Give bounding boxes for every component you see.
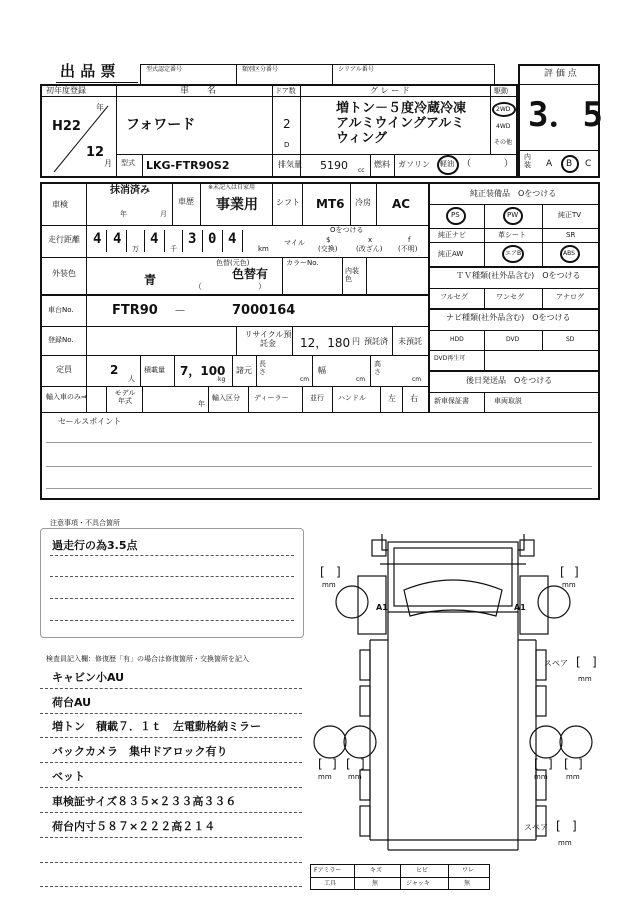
note-line-3: 増トン 積載７．１ｔ 左電動格納ミラー: [52, 720, 261, 733]
load-label: 積載量: [144, 366, 165, 374]
shift-value: MT6: [316, 197, 345, 211]
caution-text: 過走行の為3.5点: [52, 539, 138, 552]
title-underline: [56, 82, 138, 83]
navi-type-title: ナビ種類(社外品含む) Oをつける: [446, 313, 571, 322]
drive-label: 駆動: [494, 87, 508, 95]
mileage-opt3: (不明): [398, 245, 418, 253]
mm-bracket-rr2: [: [564, 757, 569, 771]
mileage-digit-6: 4: [228, 231, 237, 247]
first-registration-label: 初年度登録: [46, 86, 86, 95]
handle-label: ハンドル: [338, 394, 366, 402]
tv-oneseg: ワンセグ: [496, 293, 524, 301]
grade-line-1: 増トン－５度冷蔵冷凍: [336, 101, 467, 116]
chassis-prefix: FTR90: [112, 303, 158, 318]
mm-spare-top: mm: [578, 675, 592, 683]
width-unit: cm: [356, 376, 366, 383]
inspector-label: 検査員記入欄：修復歴「有」の場合は修復箇所・交換箇所を記入: [46, 655, 249, 663]
navi-hdd: HDD: [450, 336, 464, 343]
navi-sd: SD: [566, 336, 575, 343]
width-label: 幅: [318, 366, 326, 375]
form-title: 出 品 票: [60, 62, 116, 80]
inspection-year-unit: 年: [120, 210, 127, 218]
cab-outline: [388, 542, 518, 612]
inspection-note: ※未記入は自家用: [208, 184, 256, 191]
model-cert-label: 型式認定番号: [146, 66, 183, 73]
repaint-paren: （ ）: [194, 282, 266, 291]
registration-month: 12: [86, 145, 105, 160]
footer-h4: ワレ: [462, 867, 475, 874]
spare-top-bracket-open: [: [576, 655, 581, 669]
genuine-equipment-title: 純正装備品 Oをつける: [470, 189, 557, 198]
drive-2wd: 2WD: [496, 106, 511, 113]
mileage-sen-unit: 千: [170, 245, 177, 253]
footer-v2: 無: [372, 880, 379, 887]
wheel-front-right: [538, 586, 570, 618]
recycle-paid: 預託済: [364, 337, 388, 346]
color-label: 外装色: [52, 269, 76, 278]
caution-label: 注意事項・不具合箇所: [50, 519, 120, 527]
mm-rr1: mm: [534, 773, 548, 781]
mileage-digit-4: 3: [188, 231, 197, 247]
vehicle-name-label: 車 名: [180, 86, 217, 96]
inspection-value: 抹消済み: [110, 185, 150, 196]
aftermarket-title: 後日発送品 Oをつける: [466, 376, 553, 385]
displacement-label: 排気量: [278, 160, 302, 169]
year-slash: [50, 104, 110, 174]
mm-bracket-rr1-close: ]: [548, 757, 553, 771]
seats-label: 定員: [56, 365, 72, 374]
tv-fullseg: フルセグ: [440, 293, 468, 301]
import-parallel: 並行: [310, 394, 324, 402]
note-line-2: 荷台AU: [52, 696, 92, 709]
grade-line-3: ウィング: [336, 131, 387, 146]
ac-value: AC: [392, 197, 411, 211]
navi-dvd: DVD: [506, 336, 520, 343]
mm-bracket-rl2-close: ]: [360, 757, 365, 771]
footer-v3: ジャッキ: [406, 880, 430, 887]
load-value: 7，100: [180, 364, 226, 378]
mileage-label: 走行距離: [48, 235, 80, 244]
footer-h2: キズ: [370, 867, 382, 874]
history-label: 車歴: [178, 197, 194, 206]
inspection-month-unit: 月: [160, 210, 167, 218]
handle-right: 右: [410, 394, 418, 403]
mileage-digit-5: 0: [208, 231, 217, 247]
equip-pw: PW: [507, 211, 519, 219]
length-unit: cm: [300, 376, 310, 383]
interior-b: B: [566, 159, 573, 169]
rating-label: 評 価 点: [544, 69, 577, 79]
category-label: 類別区分番号: [242, 66, 279, 73]
model-label: 型式: [121, 159, 135, 167]
displacement-value: 5190: [320, 159, 348, 172]
model-year-label: モデル年式: [114, 389, 136, 405]
damage-a1-left: A1: [376, 603, 388, 612]
tv-type-title: ＴＶ種類(社外品含む) Oをつける: [456, 271, 581, 280]
mileage-km-unit: km: [258, 245, 269, 253]
spare-bottom-bracket-open: [: [556, 819, 561, 833]
height-label: 高さ: [374, 360, 381, 376]
grade-label: グ レ ー ド: [370, 86, 410, 95]
mileage-digit-2: 4: [113, 231, 122, 247]
repaint-value: 色替有: [232, 267, 269, 281]
seats-unit: 人: [128, 375, 135, 383]
mm-spare-bottom: mm: [558, 839, 572, 847]
equip-tv: 純正TV: [558, 211, 582, 219]
recycle-unit: 円: [352, 337, 360, 346]
equip-navi: 純正ナビ: [438, 231, 466, 239]
warranty-book: 新車保証書: [434, 397, 469, 405]
mm-rl2: mm: [348, 773, 362, 781]
spare-top-bracket-close: ]: [592, 655, 597, 669]
vehicle-name: フォワード: [126, 117, 196, 133]
shift-label: シフト: [276, 198, 300, 207]
registration-era-year: H22: [52, 119, 81, 134]
equip-leather: 革シート: [498, 231, 526, 239]
recycle-label: リサイクル預託金: [244, 330, 292, 348]
ac-label: 冷房: [355, 198, 371, 207]
mm-bracket-rl1: [: [318, 757, 323, 771]
month-unit: 月: [104, 159, 112, 168]
mileage-opt3-symbol: f: [408, 236, 411, 244]
mm-rr2: mm: [566, 773, 580, 781]
wheel-rear-left-outer: [314, 726, 346, 758]
fuel-paren-open: （: [462, 159, 472, 169]
note-line-4: バックカメラ 集中ドアロック有り: [52, 745, 228, 758]
mileage-man-unit: 万: [132, 245, 139, 253]
equip-airbag: エアB: [505, 250, 522, 257]
navi-dvd-play: DVD再生可: [434, 355, 466, 362]
mm-fl: mm: [322, 581, 336, 589]
spare-label-top: スペア: [544, 659, 568, 668]
inspection-label: 車検: [52, 200, 68, 209]
spare-label-bottom: スペア: [524, 823, 548, 832]
fuel-label: 燃料: [374, 160, 390, 169]
year-unit: 年: [96, 103, 104, 112]
mm-bracket-fl-close: ]: [336, 565, 341, 579]
footer-h3: ヒビ: [416, 867, 429, 874]
height-unit: cm: [412, 376, 422, 383]
repaint-label: 色替(元色): [216, 259, 250, 267]
color-value: 青: [144, 273, 157, 287]
note-line-6: 車検証サイズ８３５×２３３高３３６: [52, 795, 237, 808]
wheel-rear-right-outer: [560, 726, 592, 758]
chassis-number: 7000164: [232, 303, 296, 318]
drive-4wd: 4WD: [496, 123, 511, 130]
mileage-mile: マイル: [284, 239, 305, 247]
equip-abs: ABS: [563, 250, 575, 257]
model-year-unit: 年: [198, 400, 205, 408]
sales-point-label: セールスポイント: [58, 417, 122, 426]
windshield: [404, 580, 502, 616]
mileage-opt2: (改ざん): [356, 245, 383, 253]
mm-bracket-fr: [: [560, 565, 565, 579]
mm-bracket-fl: [: [320, 565, 325, 579]
chassis-label: 車台No.: [48, 306, 74, 314]
door-suffix: D: [284, 141, 290, 149]
equip-sr: SR: [566, 231, 576, 239]
length-label: 長さ: [259, 360, 266, 376]
mileage-circle-note: Oをつける: [330, 226, 364, 234]
mm-bracket-fr-close: ]: [574, 565, 579, 579]
mm-fr: mm: [562, 581, 576, 589]
import-class-label: 輸入区分: [212, 394, 240, 402]
footer-v1: 工具: [324, 880, 337, 887]
vehicle-manual: 車両取説: [494, 397, 522, 405]
equip-ps: PS: [451, 211, 460, 219]
footer-v4: 無: [464, 880, 471, 887]
note-line-1: キャビン小AU: [52, 671, 125, 684]
door-count-label: ドア数: [275, 87, 296, 95]
rating-score: 3．5: [528, 95, 603, 135]
note-line-5: ベット: [52, 770, 85, 783]
mm-bracket-rr2-close: ]: [578, 757, 583, 771]
wheel-rear-left-inner: [344, 726, 376, 758]
mirror-left: [372, 540, 386, 556]
color-number-label: カラーNo.: [286, 259, 319, 267]
handle-left: 左: [388, 394, 396, 403]
fuel-paren-close: ）: [504, 159, 514, 169]
wheel-rear-right-inner: [530, 726, 562, 758]
interior-color-label: 内装色: [345, 267, 359, 283]
spare-bottom-bracket-close: ]: [572, 819, 577, 833]
interior-a: A: [546, 159, 553, 169]
seats-value: 2: [110, 363, 119, 377]
wheel-front-left: [336, 586, 368, 618]
chassis-dash: －: [174, 304, 187, 318]
drive-other: その他: [494, 139, 513, 146]
serial-label: シリアル番号: [338, 66, 374, 73]
interior-label: 内装: [524, 153, 531, 169]
mirror-right: [520, 540, 534, 556]
dims-label: 諸元: [236, 366, 252, 375]
import-dealer: ディーラー: [254, 394, 289, 402]
model-code: LKG-FTR90S2: [146, 159, 230, 172]
mileage-digit-3: 4: [150, 231, 159, 247]
fuel-diesel: 軽油: [440, 160, 454, 168]
header-code-box: [140, 64, 495, 86]
import-label: 輸入車のみ⇒: [46, 393, 87, 401]
mileage-digit-1: 4: [93, 231, 102, 247]
mm-rl1: mm: [318, 773, 332, 781]
door-count: 2: [283, 117, 291, 131]
mm-bracket-rl2: [: [346, 757, 351, 771]
mileage-opt2-symbol: x: [368, 236, 373, 244]
mm-bracket-rr1: [: [534, 757, 539, 771]
recycle-amount: 12，180: [300, 336, 351, 350]
mileage-opt1-symbol: $: [326, 236, 331, 244]
fuel-gasoline: ガソリン: [398, 160, 430, 169]
history-value: 事業用: [216, 197, 258, 213]
recycle-unpaid: 未預託: [398, 337, 422, 346]
interior-c: C: [585, 159, 592, 169]
mm-bracket-rl1-close: ]: [332, 757, 337, 771]
grade-line-2: アルミウイングアルミ: [336, 116, 465, 131]
note-line-7: 荷台内寸５８７×２２２高２１４: [52, 820, 216, 833]
damage-a1-right: A1: [514, 603, 526, 612]
registration-label: 登録No.: [48, 336, 74, 344]
displacement-unit: cc: [358, 167, 365, 174]
footer-h1: Fアミラー: [314, 867, 342, 874]
load-unit: kg: [218, 376, 226, 383]
mileage-opt1: (交換): [318, 245, 338, 253]
tv-analog: アナログ: [556, 293, 584, 301]
equip-aw: 純正AW: [438, 250, 464, 258]
